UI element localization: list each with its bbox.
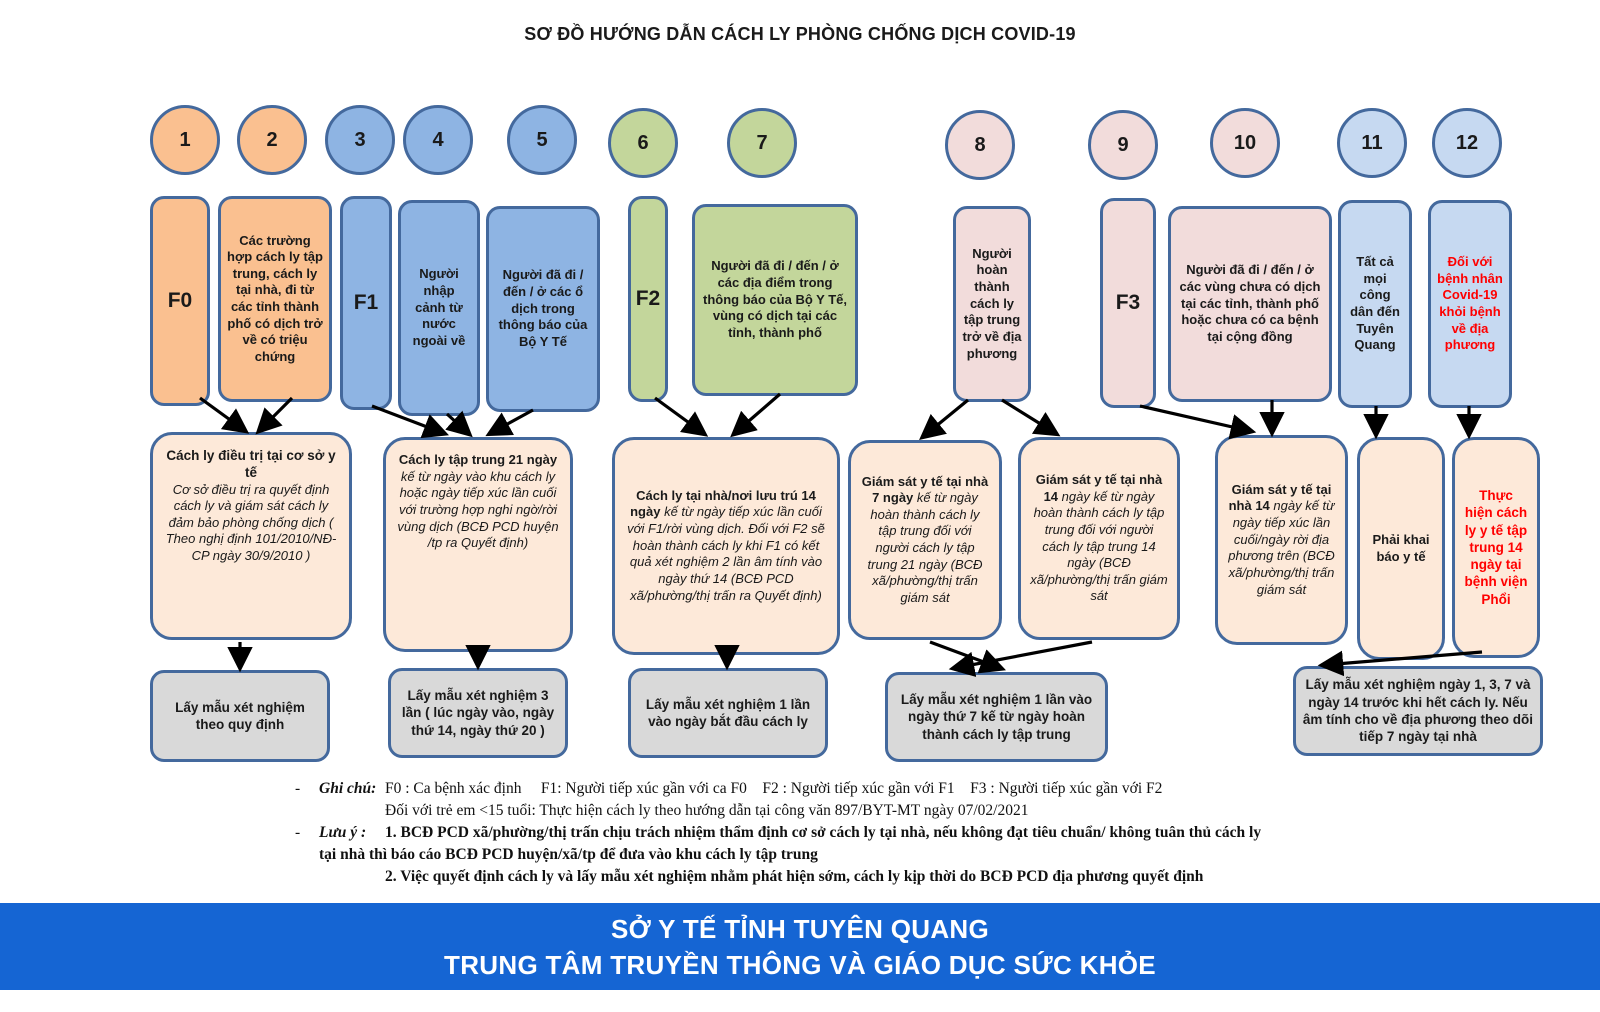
luu-y-label: Lưu ý : — [319, 824, 367, 841]
box-f1-entry: Người nhập cảnh từ nước ngoài về — [398, 200, 480, 416]
box-monitor-14-days-contact — [1215, 435, 1348, 645]
step-circle-5: 5 — [507, 105, 577, 175]
box-completed-quarantine: Người hoàn thành cách ly tập trung trở về địa phương — [953, 206, 1031, 402]
monitor7-title: Giám sát y tế tại nhà 7 ngày — [861, 473, 989, 506]
ghi-chu-children: Đối với trẻ em <15 tuổi: Thực hiện cách ly theo hướng dẫn tại công văn 897/BYT-MT ngày 07/02/2021 — [385, 802, 1029, 819]
box-test-1-time-start: Lấy mẫu xét nghiệm 1 lần vào ngày bắt đầu cách ly — [628, 668, 828, 758]
home14-title: Cách ly tại nhà/nơi lưu trú 14 ngày — [630, 487, 816, 520]
treatment-detail: Cơ sở điều trị ra quyết định cách ly và giám sát cách ly đảm bảo phòng chống dịch ( Theo nghị định 101/2010/NĐ-CP ngày 30/9/2010 ) — [165, 481, 337, 564]
step-circle-12: 12 — [1432, 108, 1502, 178]
luu-y-item-1-cont: tại nhà thì báo cáo BCĐ PCD huyện/xã/tp để đưa vào khu cách ly tập trung — [319, 846, 818, 863]
centralized21-title: Cách ly tập trung 21 ngày — [398, 452, 558, 467]
monitor14c-detail: ngày kế từ ngày hoàn thành cách ly tập trung đối với người cách ly tập trung 14 ngày (BCĐ xã/phường/thị trấn giám sát — [1030, 488, 1168, 604]
box-f1: F1 — [340, 196, 392, 410]
box-health-declaration: Phải khai báo y tế — [1357, 437, 1445, 660]
box-monitor-7-days — [848, 440, 1002, 640]
luu-y-item-2: 2. Việc quyết định cách ly và lấy mẫu xét nghiệm nhằm phát hiện sớm, cách ly kịp thời do BCĐ PCD địa phương quyết định — [385, 868, 1204, 885]
box-centralized-21-days — [383, 437, 573, 652]
box-f2: F2 — [628, 196, 668, 402]
box-treatment-facility — [150, 432, 352, 640]
box-test-3-times: Lấy mẫu xét nghiệm 3 lần ( lúc ngày vào, ngày thứ 14, ngày thứ 20 ) — [388, 668, 568, 758]
box-f3-areas: Người đã đi / đến / ở các vùng chưa có dịch tại các tỉnh, thành phố hoặc chưa có ca bệnh tại cộng đồng — [1168, 206, 1332, 402]
step-circle-11: 11 — [1337, 108, 1407, 178]
box-f3: F3 — [1100, 198, 1156, 408]
box-test-days-1-3-7-14: Lấy mẫu xét nghiệm ngày 1, 3, 7 và ngày 14 trước khi hết cách ly. Nếu âm tính cho về địa phương theo dõi tiếp 7 ngày tại nhà — [1293, 666, 1543, 756]
box-recovered-patients: Đối với bệnh nhân Covid-19 khỏi bệnh về địa phương — [1428, 200, 1512, 408]
note-bullet: - — [295, 780, 301, 797]
box-f2-locations: Người đã đi / đến / ở các địa điểm trong thông báo của Bộ Y Tế, vùng có dịch tại các tỉnh, thành phố — [692, 204, 858, 396]
box-f1-outbreak: Người đã đi / đến / ở các ổ dịch trong thông báo của Bộ Y Tế — [486, 206, 600, 412]
luu-y-item-1: 1. BCĐ PCD xã/phường/thị trấn chịu trách nhiệm thẩm định cơ sở cách ly tại nhà, nếu không đạt tiêu chuẩn/ không tuân thủ cách ly — [385, 824, 1262, 841]
step-circle-1: 1 — [150, 105, 220, 175]
box-home-quarantine-14-days — [612, 437, 840, 655]
note-bullet-2: - — [295, 824, 301, 841]
monitor14c-title: Giám sát y tế tại nhà 14 — [1035, 472, 1163, 504]
home14-detail: kế từ ngày tiếp xúc lần cuối với F1/rời vùng dịch. Đối với F2 sẽ hoàn thành cách ly khi F1 có kết quả xét nghiệm 2 lần âm tính vào ngày thứ 14 (BCĐ PCD xã/phường/thị trấn ra Quyết định) — [627, 504, 825, 603]
step-circle-8: 8 — [945, 110, 1015, 180]
footer-org-name: SỞ Y TẾ TỈNH TUYÊN QUANG — [610, 913, 990, 944]
centralized21-detail: kế từ ngày vào khu cách ly hoặc ngày tiếp xúc lần cuối với trường hợp nghi ngờ/rời vùng dịch (BCĐ PCD huyện /tp ra Quyết định) — [397, 468, 559, 551]
box-monitor-14-days-completed — [1018, 437, 1180, 640]
step-circle-6: 6 — [608, 108, 678, 178]
box-lung-hospital-14-days: Thực hiện cách ly y tế tập trung 14 ngày tại bệnh viện Phổi — [1452, 437, 1540, 658]
step-circle-9: 9 — [1088, 110, 1158, 180]
monitor7-detail: kế từ ngày hoàn thành cách ly tập trung đối với người cách ly tập trung 21 ngày (BCĐ xã/phường/thị trấn giám sát — [867, 490, 983, 605]
treatment-title: Cách ly điều trị tại cơ sở y tế — [166, 448, 336, 481]
footer-banner — [0, 903, 1600, 990]
box-test-per-regulation: Lấy mẫu xét nghiệm theo quy định — [150, 670, 330, 762]
box-all-citizens: Tất cả mọi công dân đến Tuyên Quang — [1338, 200, 1412, 408]
box-f0-cases: Các trường hợp cách ly tập trung, cách ly tại nhà, đi từ các tỉnh thành phố có dịch trở về có triệu chứng — [218, 196, 332, 402]
monitor14k-detail: ngày kế từ ngày tiếp xúc lần cuối/ngày rời địa phương trên (BCĐ xã/phường/thị trấn giám sát — [1228, 498, 1335, 597]
diagram-title: SƠ ĐỒ HƯỚNG DẪN CÁCH LY PHÒNG CHỐNG DỊCH COVID-19 — [524, 24, 1076, 44]
footer-dept-name: TRUNG TÂM TRUYỀN THÔNG VÀ GIÁO DỤC SỨC KHỎE — [444, 949, 1156, 980]
step-circle-4: 4 — [403, 105, 473, 175]
box-f0: F0 — [150, 196, 210, 406]
notes-section — [295, 778, 1415, 888]
box-test-day-7: Lấy mẫu xét nghiệm 1 lần vào ngày thứ 7 kế từ ngày hoàn thành cách ly tập trung — [885, 672, 1108, 762]
step-circle-3: 3 — [325, 105, 395, 175]
step-circle-7: 7 — [727, 108, 797, 178]
monitor14k-title: Giám sát y tế tại nhà 14 — [1228, 481, 1332, 514]
ghi-chu-label: Ghi chú: — [319, 780, 377, 797]
step-circle-10: 10 — [1210, 108, 1280, 178]
ghi-chu-definitions: F0 : Ca bệnh xác định F1: Người tiếp xúc gần với ca F0 F2 : Người tiếp xúc gần với F1 F3 : Người tiếp xúc gần với F2 — [385, 780, 1163, 797]
step-circle-2: 2 — [237, 105, 307, 175]
